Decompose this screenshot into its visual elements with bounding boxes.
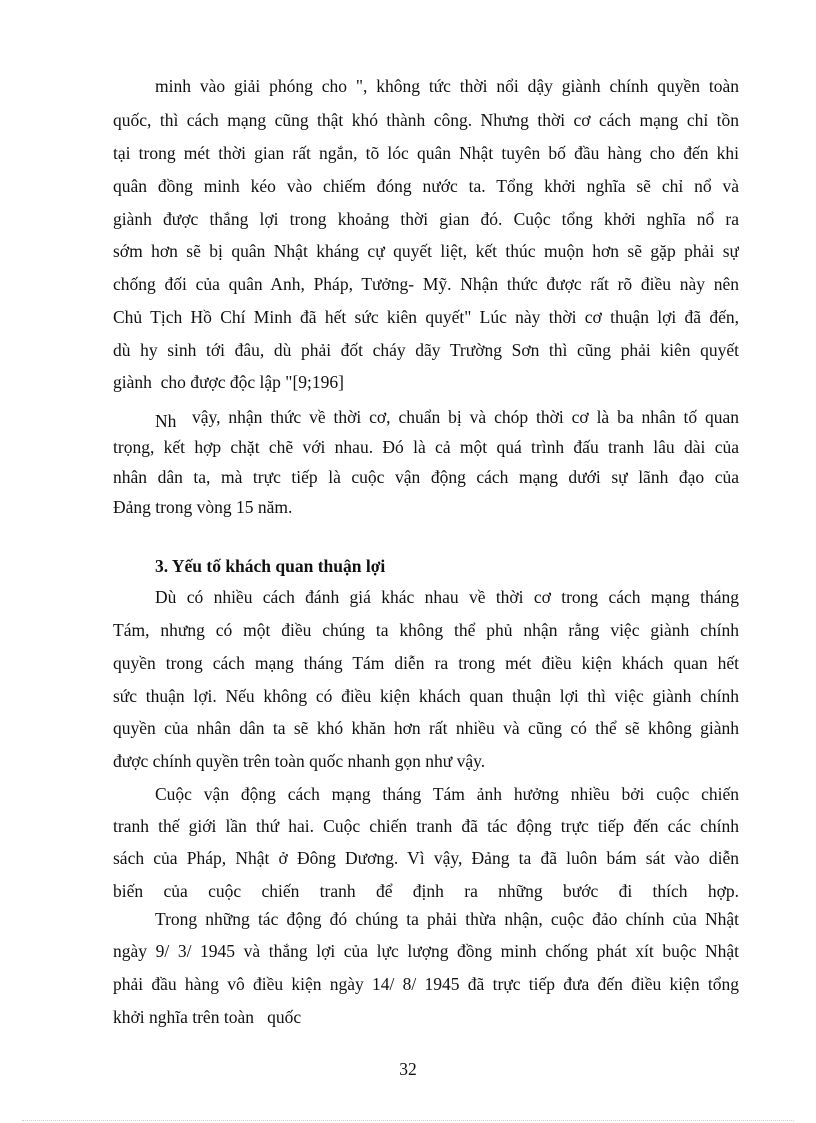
text-line: Dù có nhiều cách đánh giá khác nhau về thời cơ trong cách mạng tháng (155, 587, 739, 607)
text-line: Cuộc vận động cách mạng tháng Tám ảnh hưởng nhiều bởi cuộc chiến (155, 784, 739, 804)
text-line: dù hy sinh tới đâu, dù phải đốt cháy dãy Trường Sơn thì cũng phải kiên quyết (113, 340, 739, 360)
text-line: quân đồng minh kéo vào chiếm đóng nước ta. Tổng khởi nghĩa sẽ chỉ nổ và (113, 176, 739, 196)
page-number: 32 (399, 1059, 417, 1079)
text-line: giành được thắng lợi trong khoảng thời gian đó. Cuộc tổng khởi nghĩa nổ ra (113, 209, 739, 229)
text-line: quốc, thì cách mạng cũng thật khó thành công. Nhưng thời cơ cách mạng chỉ tồn (113, 110, 739, 130)
text-line: Nh vậy, nhận thức về thời cơ, chuẩn bị và chóp thời cơ là ba nhân tố quan (0, 401, 816, 433)
text-line: tại trong mét thời gian rất ngắn, tõ lóc quân Nhật tuyên bố đầu hàng cho đến khi (113, 143, 739, 163)
text-line: sớm hơn sẽ bị quân Nhật kháng cự quyết liệt, kết thúc muộn hơn sẽ gặp phải sự (113, 241, 739, 261)
text-line: Đảng trong vòng 15 năm. (113, 497, 293, 517)
text-line: ngày 9/ 3/ 1945 và thắng lợi của lực lượng đồng minh chống phát xít buộc Nhật (113, 941, 739, 961)
text-line: tranh thế giới lần thứ hai. Cuộc chiến tranh đã tác động trực tiếp đến các chính (113, 816, 739, 836)
text-line: nhân dân ta, mà trực tiếp là cuộc vận động cách mạng dưới sự lãnh đạo của (113, 467, 739, 487)
text-line: minh vào giải phóng cho ", không tức thời nổi dậy giành chính quyền toàn (155, 76, 739, 96)
line-prefix: Nh (155, 411, 177, 431)
text-line: biến của cuộc chiến tranh để định ra những bước đi thích hợp. (113, 881, 739, 901)
text-line: khởi nghĩa trên toàn quốc (113, 1007, 302, 1027)
text-line: quyền trong cách mạng tháng Tám diễn ra trong mét điều kiện khách quan hết (113, 653, 739, 673)
text-line: Tám, nhưng có một điều chúng ta không thể phủ nhận rằng việc giành chính (113, 620, 739, 640)
section-heading: 3. Yếu tố khách quan thuận lợi (155, 556, 386, 576)
text-line: được chính quyền trên toàn quốc nhanh gọn như vậy. (113, 751, 486, 771)
text-line: trọng, kết hợp chặt chẽ với nhau. Đó là cả một quá trình đấu tranh lâu dài của (113, 437, 739, 457)
text-line: Chủ Tịch Hồ Chí Minh đã hết sức kiên quyết" Lúc này thời cơ thuận lợi đã đến, (113, 307, 739, 327)
text-line: quyền của nhân dân ta sẽ khó khăn hơn rất nhiều và cũng có thể sẽ không giành (113, 718, 739, 738)
text-line: phải đầu hàng vô điều kiện ngày 14/ 8/ 1945 đã trực tiếp đưa đến điều kiện tổng (113, 974, 739, 994)
text-line: sách của Pháp, Nhật ở Đông Dương. Vì vậy, Đảng ta đã luôn bám sát vào diễn (113, 848, 739, 868)
footer-divider (22, 1120, 794, 1121)
text-line: sức thuận lợi. Nếu không có điều kiện khách quan thuận lợi thì việc giành chính (113, 686, 739, 706)
text-line: chống đối của quân Anh, Pháp, Tưởng- Mỹ. Nhận thức được rất rõ điều này nên (113, 274, 739, 294)
text-line: Trong những tác động đó chúng ta phải thừa nhận, cuộc đảo chính của Nhật (155, 909, 739, 929)
text-line: giành cho được độc lập "[9;196] (113, 372, 344, 392)
